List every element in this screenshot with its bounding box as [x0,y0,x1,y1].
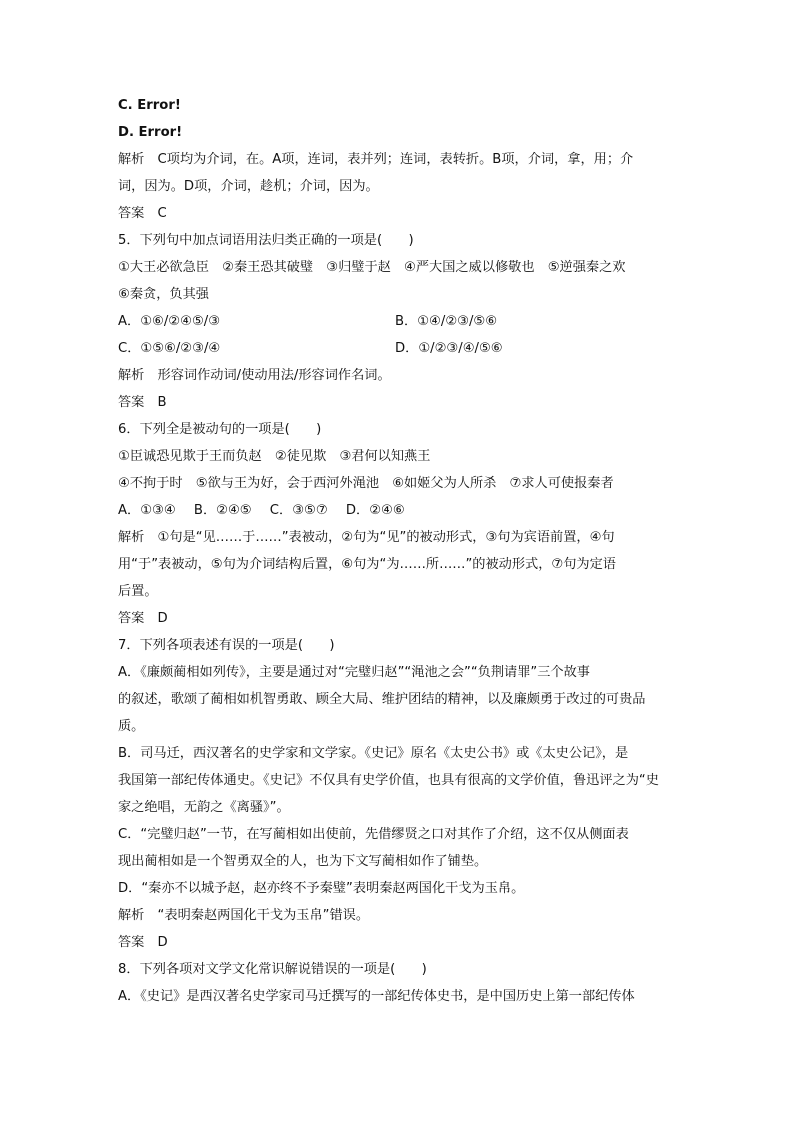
question-5-options-row [118,335,678,362]
question-6-options-row [118,497,678,524]
question-5-items: ⑥秦贪，负其强 [118,287,209,302]
option-c-error: C. Error! [118,98,181,113]
option-b: B．司马迁，西汉著名的史学家和文学家。《史记》原名《太史公书》或《太史公记》，是 [118,746,629,761]
option-d-error: D. Error! [118,125,183,140]
question-6-title: 6．下列全是被动句的一项是( ) [118,422,322,437]
answer-line: 答案 B [118,395,167,410]
option-a: A．《廉颇蔺相如列传》，主要是通过对“完璧归赵”“渑池之会”“负荆请罪”三个故事 [118,665,590,680]
analysis-line: 词，因为。D项，介词，趁机；介词，因为。 [118,179,379,194]
analysis-line: 解析 C项均为介词，在。A项，连词，表并列；连词，表转折。B项，介词，拿，用；介 [118,152,634,167]
option-a-cont: 的叙述，歌颂了蔺相如机智勇敢、顾全大局、维护团结的精神，以及廉颇勇于改过的可贵品 [118,692,646,707]
option-a: A．《史记》是西汉著名史学家司马迁撰写的一部纪传体史书，是中国历史上第一部纪传体 [118,989,635,1004]
answer-line: 答案 D [118,611,168,626]
option-a: A．①⑥/②④⑤/③ [118,314,221,329]
option-b-cont: 家之绝唱，无韵之《离骚》”。 [118,800,290,815]
question-8-title: 8．下列各项对文学文化常识解说错误的一项是( ) [118,962,427,977]
answer-line: 答案 D [118,935,168,950]
analysis-line: 后置。 [118,584,158,599]
option-c: C．③⑤⑦ [269,503,328,518]
analysis-line: 用“于”表被动，⑤句为介词结构后置，⑥句为“为……所……”的被动形式，⑦句为定语 [118,557,616,572]
option-d: D．“秦亦不以城予赵，赵亦终不予秦璧”表明秦赵两国化干戈为玉帛。 [118,881,525,896]
answer-line: 答案 C [118,206,167,221]
analysis-line: 解析 形容词作动词/使动用法/形容词作名词。 [118,368,391,383]
document-page [118,92,678,1010]
option-b-cont: 我国第一部纪传体通史。《史记》不仅具有史学价值，也具有很高的文学价值，鲁迅评之为“史 [118,773,659,788]
question-5-options-row [118,308,678,335]
option-a: A．①③④ [118,503,176,518]
option-a-cont: 质。 [118,719,145,734]
question-6-items: ①臣诚恐见欺于王而负赵 ②徒见欺 ③君何以知燕王 [118,449,431,464]
question-5-title: 5．下列句中加点词语用法归类正确的一项是( ) [118,233,414,248]
analysis-line: 解析 ①句是“见……于……”表被动，②句为“见”的被动形式，③句为宾语前置，④句 [118,530,615,545]
option-b: B．②④⑤ [193,503,252,518]
option-c: C．①⑤⑥/②③/④ [118,341,221,356]
question-6-items: ④不拘于时 ⑤欲与王为好，会于西河外渑池 ⑥如姬父为人所杀 ⑦求人可使报秦者 [118,476,614,491]
option-b: B．①④/②③/⑤⑥ [395,314,498,329]
option-c-cont: 现出蔺相如是一个智勇双全的人，也为下文写蔺相如作了铺垫。 [118,854,488,869]
analysis-line: 解析 “表明秦赵两国化干戈为玉帛”错误。 [118,908,370,923]
question-7-title: 7．下列各项表述有误的一项是( ) [118,638,335,653]
option-d: D．②④⑥ [345,503,405,518]
option-c: C．“完璧归赵”一节，在写蔺相如出使前，先借缪贤之口对其作了介绍，这不仅从侧面表 [118,827,629,842]
option-d: D．①/②③/④/⑤⑥ [395,341,503,356]
question-5-items: ①大王必欲急臣 ②秦王恐其破璧 ③归璧于赵 ④严大国之威以修敬也 ⑤逆强秦之欢 [118,260,626,275]
